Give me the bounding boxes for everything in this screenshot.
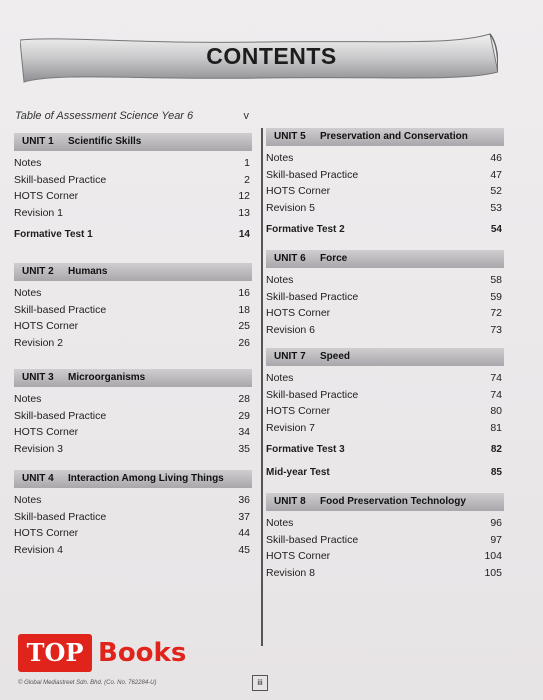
- toc-entry-label: HOTS Corner: [266, 550, 331, 562]
- test-entry-label: Formative Test 2: [266, 224, 345, 235]
- table-of-assessment-row: [15, 110, 251, 122]
- toc-entry-label: HOTS Corner: [14, 320, 79, 332]
- toc-entry-label: Notes: [14, 157, 42, 169]
- unit-number: UNIT 2: [22, 266, 54, 277]
- unit-header: [14, 133, 252, 151]
- unit-block: [266, 128, 504, 239]
- toc-entry-page: 2: [244, 173, 250, 186]
- toc-entry: [14, 155, 252, 172]
- unit-header: [14, 263, 252, 281]
- toc-entry-label: HOTS Corner: [266, 307, 331, 319]
- toc-entry-page: 36: [238, 494, 250, 506]
- toa-label: Table of Assessment Science Year 6: [15, 110, 194, 122]
- toc-entry-label: Notes: [266, 372, 294, 384]
- toc-entry-label: Notes: [14, 287, 42, 299]
- toc-entry-page: 97: [490, 533, 502, 546]
- toc-entry: [266, 387, 504, 404]
- toc-entry-label: Notes: [266, 517, 294, 529]
- toc-entry: [266, 322, 504, 339]
- toc-entry-label: Revision 5: [266, 201, 316, 214]
- toc-entry-page: 18: [238, 303, 250, 316]
- toc-entry: [14, 441, 252, 458]
- toc-entry-page: 46: [490, 152, 502, 164]
- unit-number: UNIT 1: [22, 136, 54, 147]
- toc-entry: [14, 205, 252, 222]
- toc-entry: [14, 492, 252, 509]
- toc-entry-label: Revision 8: [266, 566, 316, 579]
- toc-entry-page: 47: [490, 168, 502, 181]
- toc-entry-label: Revision 7: [266, 421, 316, 434]
- unit-block: [266, 250, 504, 338]
- unit-block: [14, 133, 252, 244]
- toc-entry-label: Skill-based Practice: [14, 409, 107, 422]
- unit-header: [14, 470, 252, 488]
- unit-title: Speed: [320, 351, 351, 362]
- toc-entry-page: 53: [490, 201, 502, 214]
- unit-number: UNIT 6: [274, 253, 306, 264]
- logo-top-badge: TOP: [18, 634, 92, 672]
- toc-entry: [266, 420, 504, 437]
- toc-entry-label: HOTS Corner: [14, 527, 79, 539]
- toc-entry-page: 45: [238, 543, 250, 556]
- toc-entry-page: 35: [238, 442, 250, 455]
- unit-title: Scientific Skills: [68, 136, 142, 147]
- toc-entry-label: Skill-based Practice: [14, 173, 107, 186]
- test-entry-label: Mid-year Test: [266, 466, 330, 478]
- toc-entry-page: 1: [244, 157, 250, 169]
- toc-entry-label: HOTS Corner: [14, 426, 79, 438]
- toc-entry-page: 25: [238, 320, 250, 332]
- toc-entry-label: Notes: [266, 152, 294, 164]
- unit-block: [266, 493, 504, 581]
- toc-entry-label: Skill-based Practice: [266, 168, 359, 181]
- toc-entry: [266, 150, 504, 167]
- toc-entry-page: 26: [238, 336, 250, 349]
- toc-entry-page: 81: [490, 421, 502, 434]
- topbooks-logo: [18, 634, 187, 672]
- toc-entry-label: HOTS Corner: [266, 405, 331, 417]
- toc-entry-page: 12: [238, 190, 250, 202]
- unit-header: [14, 369, 252, 387]
- unit-title: Force: [320, 253, 348, 264]
- unit-number: UNIT 8: [274, 496, 306, 507]
- toc-entry-page: 29: [238, 409, 250, 422]
- unit-header: [266, 128, 504, 146]
- logo-books-text: Books: [98, 638, 187, 668]
- toc-entry-label: Revision 3: [14, 442, 64, 455]
- toa-page: v: [243, 110, 249, 122]
- toc-entry-page: 13: [238, 206, 250, 219]
- toc-entry-label: Notes: [266, 274, 294, 286]
- unit-number: UNIT 4: [22, 473, 54, 484]
- unit-header: [266, 348, 504, 366]
- toc-entry: [266, 200, 504, 217]
- toc-entry-page: 96: [490, 517, 502, 529]
- toc-entry: [266, 532, 504, 549]
- toc-entry: [266, 183, 504, 200]
- test-entry-page: 85: [490, 466, 502, 478]
- unit-block: [14, 263, 252, 351]
- unit-number: UNIT 7: [274, 351, 306, 362]
- toc-entry-page: 104: [484, 550, 502, 562]
- unit-block: [266, 348, 504, 481]
- toc-entry: [266, 403, 504, 420]
- toc-entry-label: Revision 6: [266, 323, 316, 336]
- toc-entry: [14, 302, 252, 319]
- test-entry: [14, 227, 252, 244]
- toc-entry-label: Revision 1: [14, 206, 64, 219]
- toc-entry: [266, 167, 504, 184]
- unit-title: Humans: [68, 266, 108, 277]
- toc-entry: [14, 408, 252, 425]
- toc-entry-label: Skill-based Practice: [14, 510, 107, 523]
- toc-entry-label: Notes: [14, 393, 42, 405]
- publisher-credit: © Global Mediastreet Sdn. Bhd. (Co. No. 762284-U): [18, 680, 157, 686]
- toc-entry-page: 105: [484, 566, 502, 579]
- toc-entry: [266, 289, 504, 306]
- toc-entry: [14, 542, 252, 559]
- toc-entry: [14, 188, 252, 205]
- toc-entry-page: 72: [490, 307, 502, 319]
- unit-title: Preservation and Conservation: [320, 131, 468, 142]
- toc-entry: [14, 424, 252, 441]
- toc-entry-page: 74: [490, 388, 502, 401]
- toc-entry: [14, 318, 252, 335]
- toc-entry-page: 59: [490, 290, 502, 303]
- unit-block: [14, 369, 252, 457]
- toc-entry: [266, 565, 504, 582]
- toc-entry: [14, 525, 252, 542]
- test-entry-label: Formative Test 3: [266, 444, 345, 455]
- unit-header: [266, 493, 504, 511]
- toc-entry-label: Skill-based Practice: [14, 303, 107, 316]
- toc-entry-label: Revision 4: [14, 543, 64, 556]
- test-entry-page: 14: [238, 229, 250, 240]
- toc-entry-page: 58: [490, 274, 502, 286]
- toc-entry-label: Skill-based Practice: [266, 290, 359, 303]
- toc-entry-label: Revision 2: [14, 336, 64, 349]
- unit-title: Interaction Among Living Things: [68, 473, 224, 484]
- test-entry-label: Formative Test 1: [14, 229, 93, 240]
- toc-entry-page: 52: [490, 185, 502, 197]
- toc-entry: [14, 285, 252, 302]
- toc-entry-label: Skill-based Practice: [266, 388, 359, 401]
- unit-header: [266, 250, 504, 268]
- toc-entry: [266, 305, 504, 322]
- page-number: iii: [252, 675, 268, 691]
- toc-entry-page: 34: [238, 426, 250, 438]
- toc-entry: [14, 509, 252, 526]
- toc-entry: [266, 272, 504, 289]
- toc-entry-page: 74: [490, 372, 502, 384]
- toc-entry-label: Skill-based Practice: [266, 533, 359, 546]
- unit-number: UNIT 5: [274, 131, 306, 142]
- toc-entry: [14, 172, 252, 189]
- test-entry: [266, 222, 504, 239]
- toc-entry-label: HOTS Corner: [14, 190, 79, 202]
- column-divider: [261, 128, 263, 646]
- toc-entry-label: HOTS Corner: [266, 185, 331, 197]
- toc-entry: [266, 370, 504, 387]
- test-entry-page: 82: [490, 444, 502, 455]
- test-entry-page: 54: [490, 224, 502, 235]
- toc-entry-page: 16: [238, 287, 250, 299]
- unit-block: [14, 470, 252, 558]
- toc-entry-page: 44: [238, 527, 250, 539]
- toc-entry-page: 37: [238, 510, 250, 523]
- toc-entry: [266, 548, 504, 565]
- page-title: CONTENTS: [206, 43, 337, 69]
- unit-title: Food Preservation Technology: [320, 496, 466, 507]
- toc-entry: [266, 515, 504, 532]
- unit-title: Microorganisms: [68, 372, 146, 383]
- toc-entry: [14, 335, 252, 352]
- toc-entry-page: 80: [490, 405, 502, 417]
- test-entry: [266, 442, 504, 459]
- unit-number: UNIT 3: [22, 372, 54, 383]
- toc-entry-page: 73: [490, 323, 502, 336]
- toc-entry-page: 28: [238, 393, 250, 405]
- test-entry: [266, 465, 504, 482]
- toc-entry-label: Notes: [14, 494, 42, 506]
- toc-entry: [14, 391, 252, 408]
